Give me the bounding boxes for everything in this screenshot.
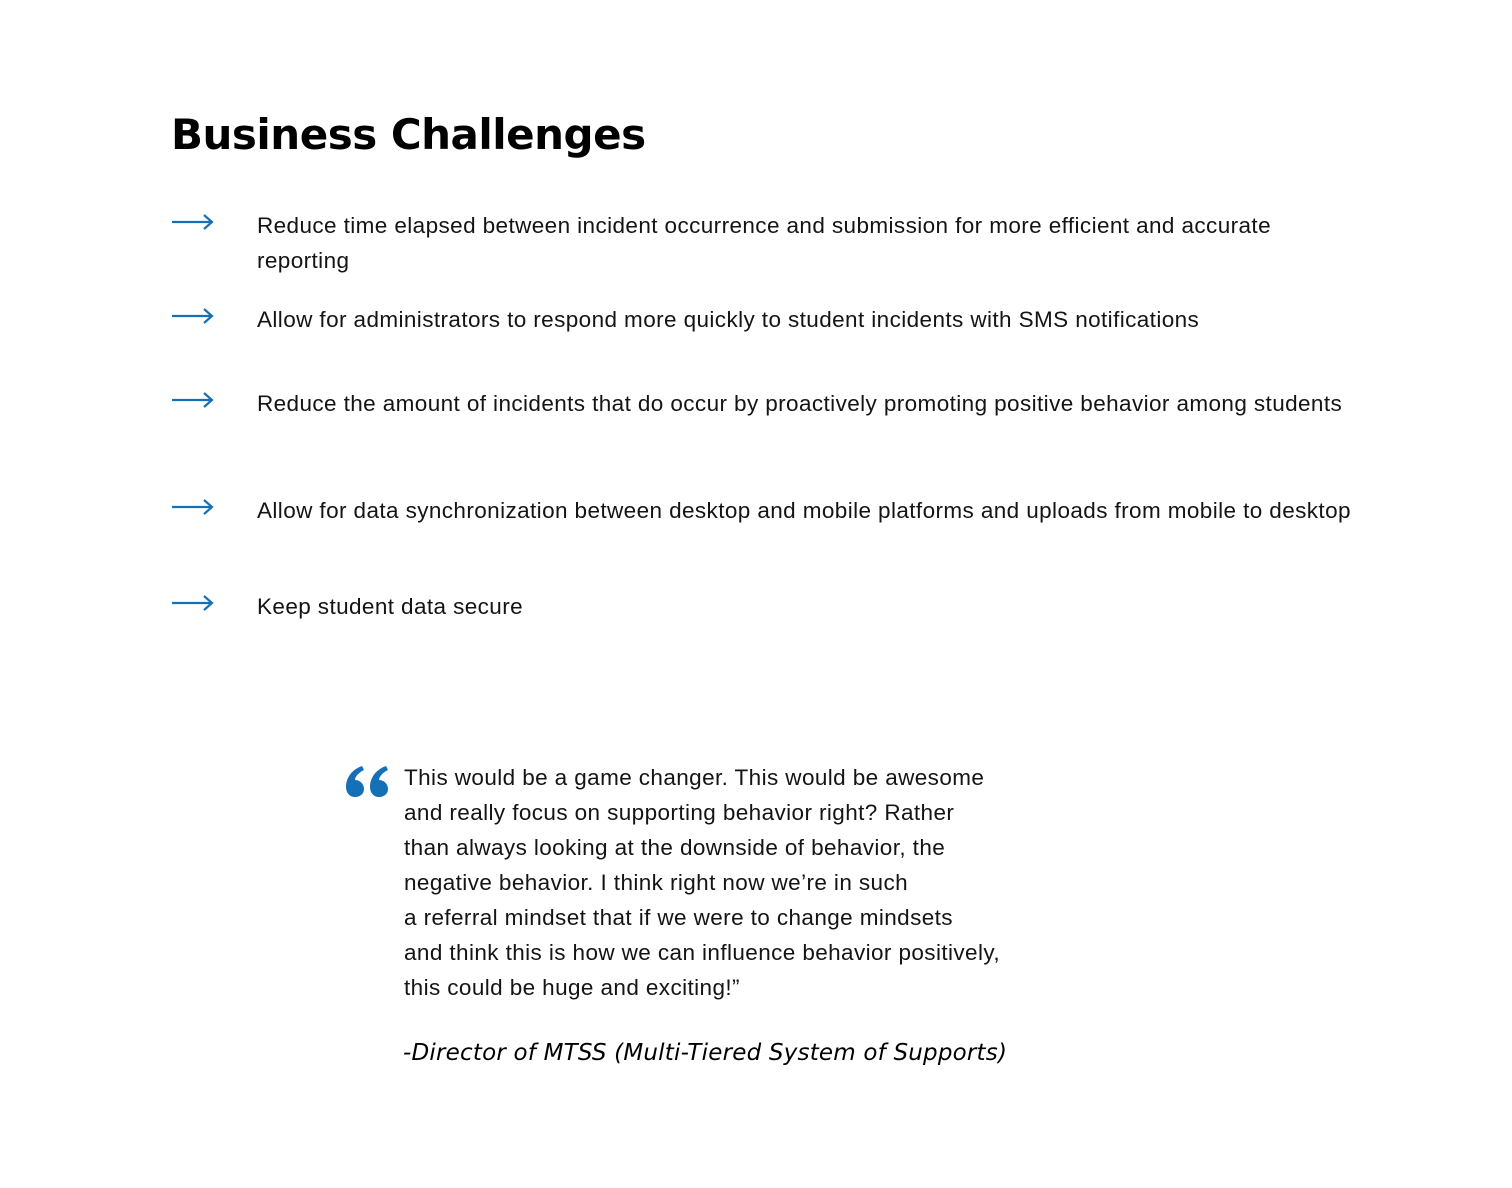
challenge-text: Allow for administrators to respond more quickly to student incidents with SMS notifications xyxy=(257,307,1200,332)
challenge-text: Allow for data synchronization between desktop and mobile platforms and uploads from mobile to desktop xyxy=(257,498,1351,523)
quotation-mark-icon xyxy=(345,765,389,799)
challenge-text: Reduce the amount of incidents that do occur by proactively promoting positive behavior among students xyxy=(257,391,1343,416)
right-arrow-icon xyxy=(171,589,215,611)
quote-attribution: -Director of MTSS (Multi-Tiered System of Supports) xyxy=(403,1040,1008,1066)
challenge-text: Keep student data secure xyxy=(257,594,524,619)
page-title: Business Challenges xyxy=(171,110,646,159)
testimonial-quote: This would be a game changer. This would be awesome and really focus on supporting behavior right? Rather than always looking at the downside of behavior, the negative behavior. I think right now we’re in such a referral mindset that if we were to change mindsets and think this is how we can influence behavior positively, this could be huge and exciting!” xyxy=(404,765,1000,1000)
right-arrow-icon xyxy=(171,208,215,230)
right-arrow-icon xyxy=(171,493,215,515)
right-arrow-icon xyxy=(171,386,215,408)
right-arrow-icon xyxy=(171,302,215,324)
challenge-text: Reduce time elapsed between incident occurrence and submission for more efficient and accurate reporting xyxy=(257,213,1271,273)
